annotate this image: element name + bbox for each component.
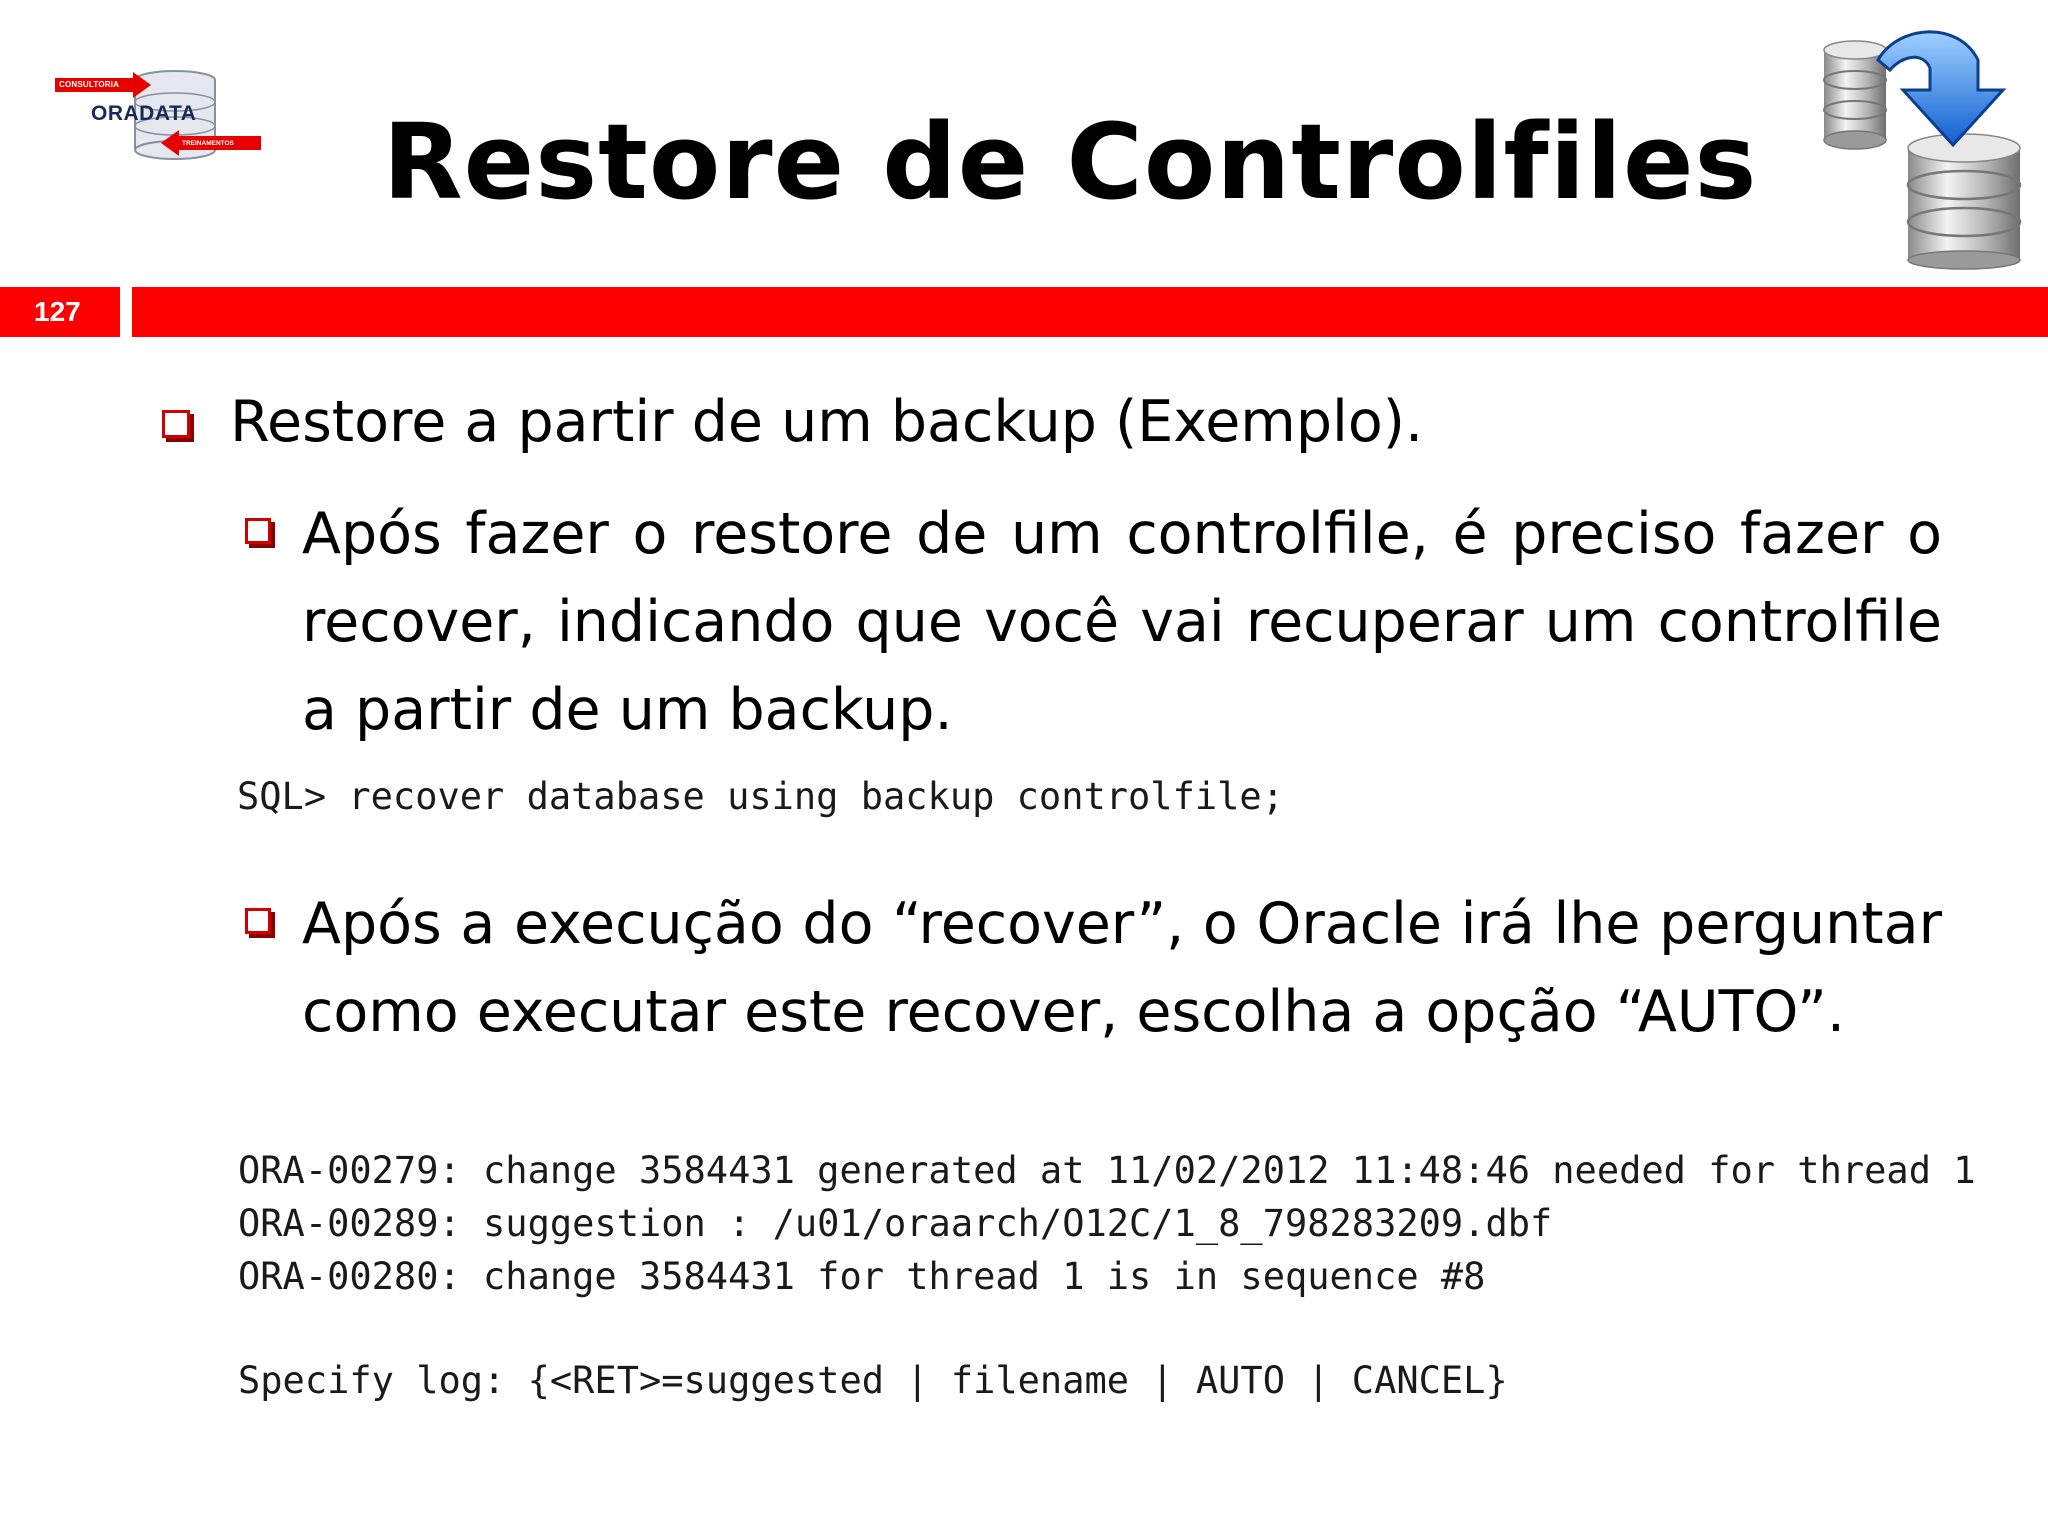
logo-name-text: ORADATA <box>91 102 197 125</box>
bullet-main-text: Restore a partir de um backup (Exemplo). <box>230 389 1424 455</box>
sub-bullet-1-text: Após fazer o restore de um controlfile, é preciso fazer o recover, indicando que você vai recuperar um controlfile a partir de um backup. <box>302 501 1942 743</box>
database-restore-icon <box>1818 20 2028 270</box>
oradata-logo <box>55 60 265 170</box>
slide-number: 127 <box>0 287 120 337</box>
sub-bullet-square-icon <box>245 908 271 934</box>
oracle-output-line: ORA-00280: change 3584431 for thread 1 is in sequence #8 <box>238 1255 1486 1298</box>
specify-log-prompt: Specify log: {<RET>=suggested | filename | AUTO | CANCEL} <box>238 1359 1508 1402</box>
bullet-square-icon <box>162 410 190 438</box>
logo-treinamentos-text: TREINAMENTOS <box>182 140 234 147</box>
sub-bullet-square-icon <box>245 518 271 544</box>
header-red-bar <box>132 287 2048 337</box>
oracle-output-line: ORA-00289: suggestion : /u01/oraarch/O12C/1_8_798283209.dbf <box>238 1202 1553 1245</box>
sql-command: SQL> recover database using backup controlfile; <box>237 775 1284 818</box>
logo-consultoria-text: CONSULTORIA <box>59 80 120 89</box>
oracle-output-line: ORA-00279: change 3584431 generated at 11/02/2012 11:48:46 needed for thread 1 <box>238 1149 1976 1192</box>
sub-bullet-2-text: Após a execução do “recover”, o Oracle irá lhe perguntar como executar este recover, escolha a opção “AUTO”. <box>302 891 1942 1045</box>
slide-title: Restore de Controlfiles <box>382 101 1758 223</box>
